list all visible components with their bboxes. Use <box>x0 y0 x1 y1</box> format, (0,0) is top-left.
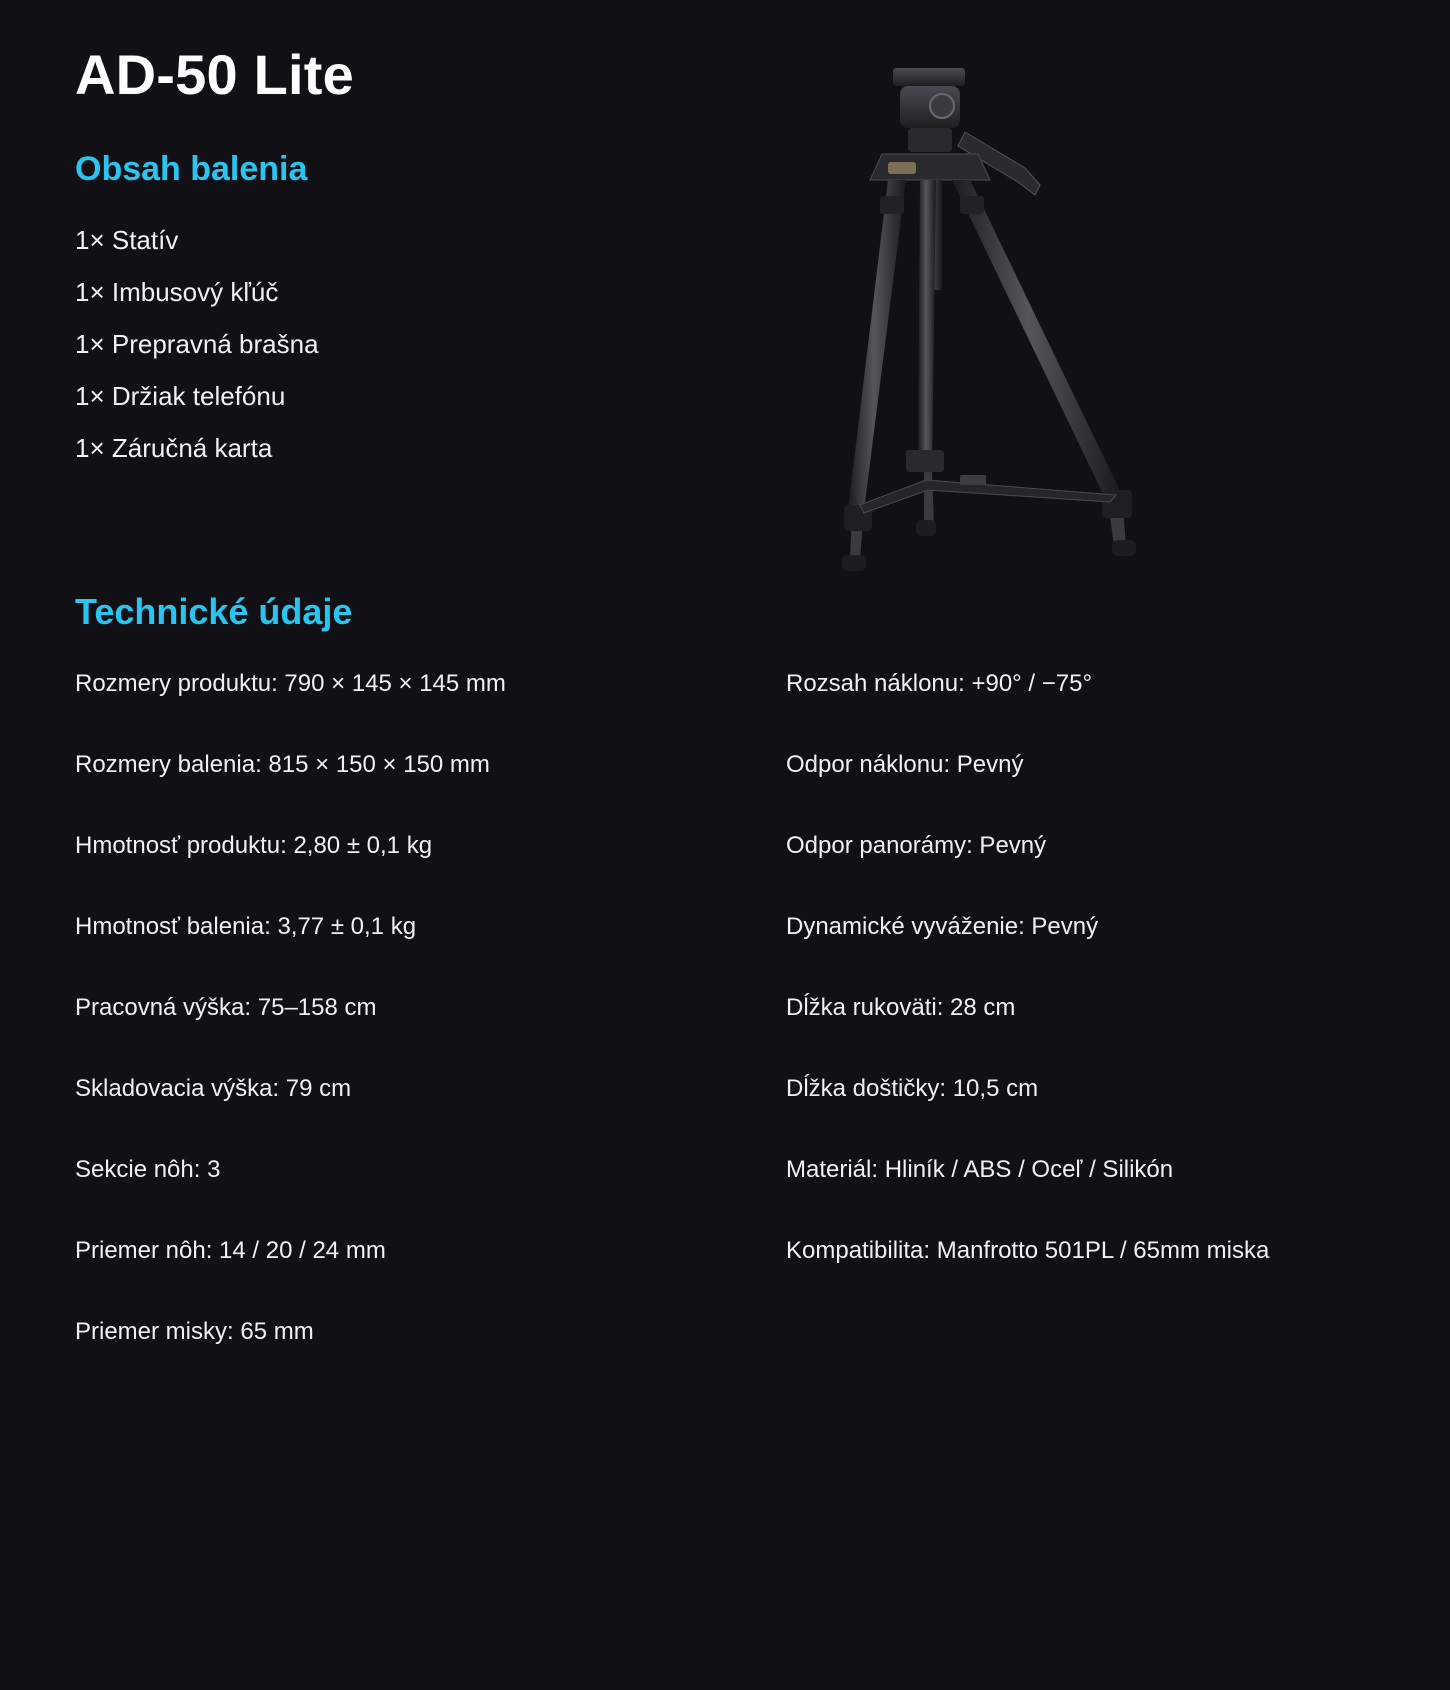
spec-item: Hmotnosť produktu: 2,80 ± 0,1 kg <box>75 832 433 859</box>
package-contents-list <box>75 220 319 480</box>
spec-item: Kompatibilita: Manfrotto 501PL / 65mm miska <box>786 1237 1270 1264</box>
spec-item: Materiál: Hliník / ABS / Oceľ / Silikón <box>786 1156 1174 1183</box>
spec-item: Sekcie nôh: 3 <box>75 1156 221 1183</box>
spec-item: Rozsah náklonu: +90° / −75° <box>786 670 1093 697</box>
spec-item: Skladovacia výška: 79 cm <box>75 1075 352 1102</box>
list-item: 1× Prepravná brašna <box>75 329 319 359</box>
list-item: 1× Záručná karta <box>75 433 273 463</box>
package-contents-heading: Obsah balenia <box>75 150 308 188</box>
spec-item: Odpor panorámy: Pevný <box>786 832 1047 859</box>
product-image <box>840 50 1190 620</box>
tech-specs-heading: Technické údaje <box>75 591 353 632</box>
spec-item: Rozmery produktu: 790 × 145 × 145 mm <box>75 670 506 697</box>
spec-item: Rozmery balenia: 815 × 150 × 150 mm <box>75 751 490 778</box>
spec-item: Priemer nôh: 14 / 20 / 24 mm <box>75 1237 386 1264</box>
spec-item: Dynamické vyváženie: Pevný <box>786 913 1099 940</box>
spec-item: Dĺžka rukoväti: 28 cm <box>786 994 1016 1021</box>
tripod-icon <box>840 50 1190 620</box>
page-title: AD-50 Lite <box>75 43 354 106</box>
tech-specs-right-column <box>786 666 1269 1314</box>
spec-item: Priemer misky: 65 mm <box>75 1318 314 1345</box>
spec-item: Pracovná výška: 75–158 cm <box>75 994 377 1021</box>
spec-item: Hmotnosť balenia: 3,77 ± 0,1 kg <box>75 913 417 940</box>
spec-item: Dĺžka doštičky: 10,5 cm <box>786 1075 1039 1102</box>
list-item: 1× Imbusový kľúč <box>75 277 279 307</box>
list-item: 1× Držiak telefónu <box>75 381 286 411</box>
list-item: 1× Statív <box>75 225 179 255</box>
spec-item: Odpor náklonu: Pevný <box>786 751 1024 778</box>
tech-specs-left-column <box>75 666 506 1395</box>
